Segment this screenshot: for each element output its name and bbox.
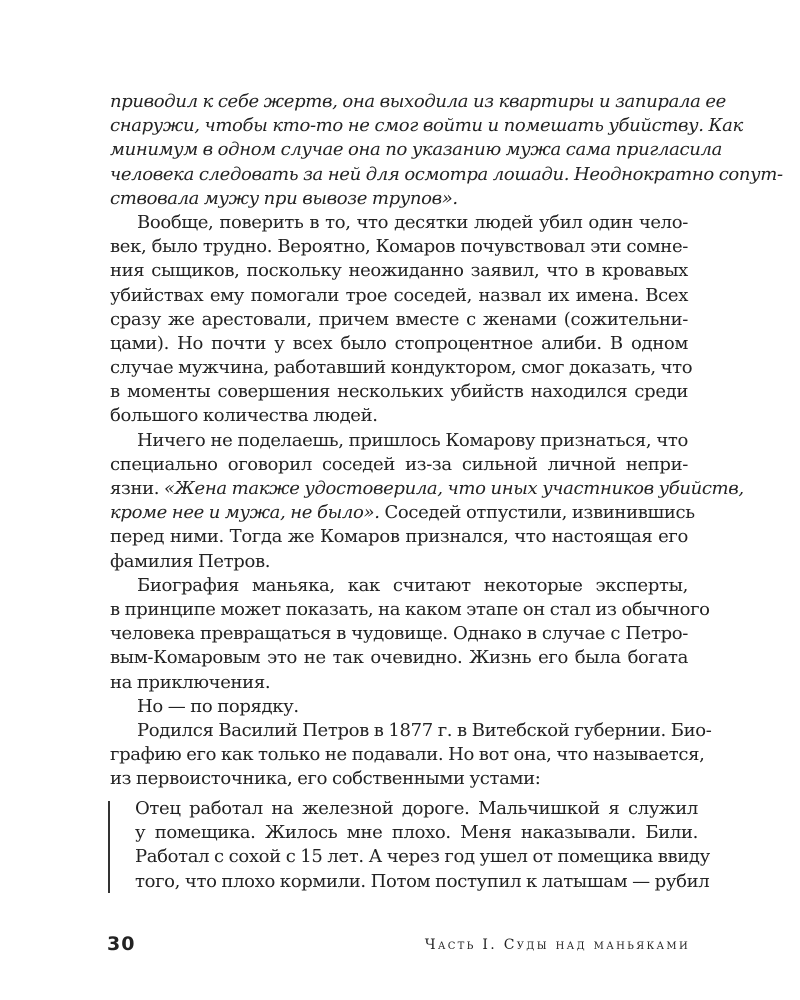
text-line: ствовала мужу при вывозе трупов». bbox=[110, 187, 458, 209]
text-line: Но — по порядку. bbox=[137, 695, 299, 717]
text-line: специально оговорил соседей из-за сильной личной непри- bbox=[110, 453, 688, 475]
text-segment: язни. bbox=[110, 478, 165, 499]
text-segment: Соседей отпустили, извинившись bbox=[379, 502, 695, 524]
text-line: того, что плохо кормили. Потом поступил к латышам — рубил bbox=[135, 870, 710, 892]
text-line: сразу же арестовали, причем вместе с женами (сожительни- bbox=[110, 308, 688, 330]
text-line bbox=[110, 477, 744, 501]
text-line: Вообще, поверить в то, что десятки людей убил один чело- bbox=[137, 211, 688, 233]
text-line: Биография маньяка, как считают некоторые эксперты, bbox=[137, 574, 688, 596]
text-line: цами). Но почти у всех было стопроцентное алиби. В одном bbox=[110, 332, 688, 354]
text-line: приводил к себе жертв, она выходила из квартиры и запирала ее bbox=[110, 91, 726, 112]
text-line bbox=[110, 501, 695, 525]
body-text bbox=[110, 90, 783, 791]
text-line: из первоисточника, его собственными устами: bbox=[110, 768, 541, 790]
text-line: Работал с сохой с 15 лет. А через год ушел от помещика ввиду bbox=[135, 846, 710, 868]
text-segment: «Жена также удостоверила, что иных участников убийств, bbox=[164, 478, 744, 499]
text-line: человека превращаться в чудовище. Однако в случае с Петро- bbox=[110, 623, 688, 645]
quote-bar bbox=[108, 801, 110, 893]
page-number: 30 bbox=[107, 933, 136, 955]
text-line: вым-Комаровым это не так очевидно. Жизнь его была богата bbox=[110, 647, 688, 669]
page-footer bbox=[107, 934, 690, 954]
text-line: Родился Василий Петров в 1877 г. в Витебской губернии. Био- bbox=[137, 719, 712, 741]
text-line: снаружи, чтобы кто-то не смог войти и помешать убийству. Как bbox=[110, 115, 743, 137]
text-line: случае мужчина, работавший кондуктором, смог доказать, что bbox=[110, 357, 693, 379]
text-line: у помещика. Жилось мне плохо. Меня наказывали. Били. bbox=[135, 822, 698, 844]
text-line: на приключения. bbox=[110, 671, 271, 693]
text-line: Отец работал на железной дороге. Мальчишкой я служил bbox=[135, 798, 698, 819]
text-line: перед ними. Тогда же Комаров признался, что настоящая его bbox=[110, 526, 688, 548]
text-line: ния сыщиков, поскольку неожиданно заявил, что в кровавых bbox=[110, 260, 688, 282]
quote-text bbox=[135, 797, 710, 894]
text-line: в принципе может показать, на каком этапе он стал из обычного bbox=[110, 598, 710, 620]
text-line: человека следовать за ней для осмотра лошади. Неоднократно сопут- bbox=[110, 163, 783, 185]
text-line: век, было трудно. Вероятно, Комаров почувствовал эти сомне- bbox=[110, 236, 688, 258]
text-line: фамилия Петров. bbox=[110, 550, 271, 572]
text-line: минимум в одном случае она по указанию мужа сама пригласила bbox=[110, 139, 723, 161]
text-line: большого количества людей. bbox=[110, 405, 378, 427]
text-line: графию его как только не подавали. Но вот она, что называется, bbox=[110, 744, 705, 766]
text-line: Ничего не поделаешь, пришлось Комарову признаться, что bbox=[137, 429, 688, 451]
text-segment: кроме нее и мужа, не было». bbox=[110, 502, 380, 524]
text-line: убийствах ему помогали трое соседей, назвал их имена. Всех bbox=[110, 284, 688, 306]
text-line: в моменты совершения нескольких убийств находился среди bbox=[110, 381, 688, 403]
running-head: Часть I. Суды над маньяками bbox=[424, 937, 690, 953]
